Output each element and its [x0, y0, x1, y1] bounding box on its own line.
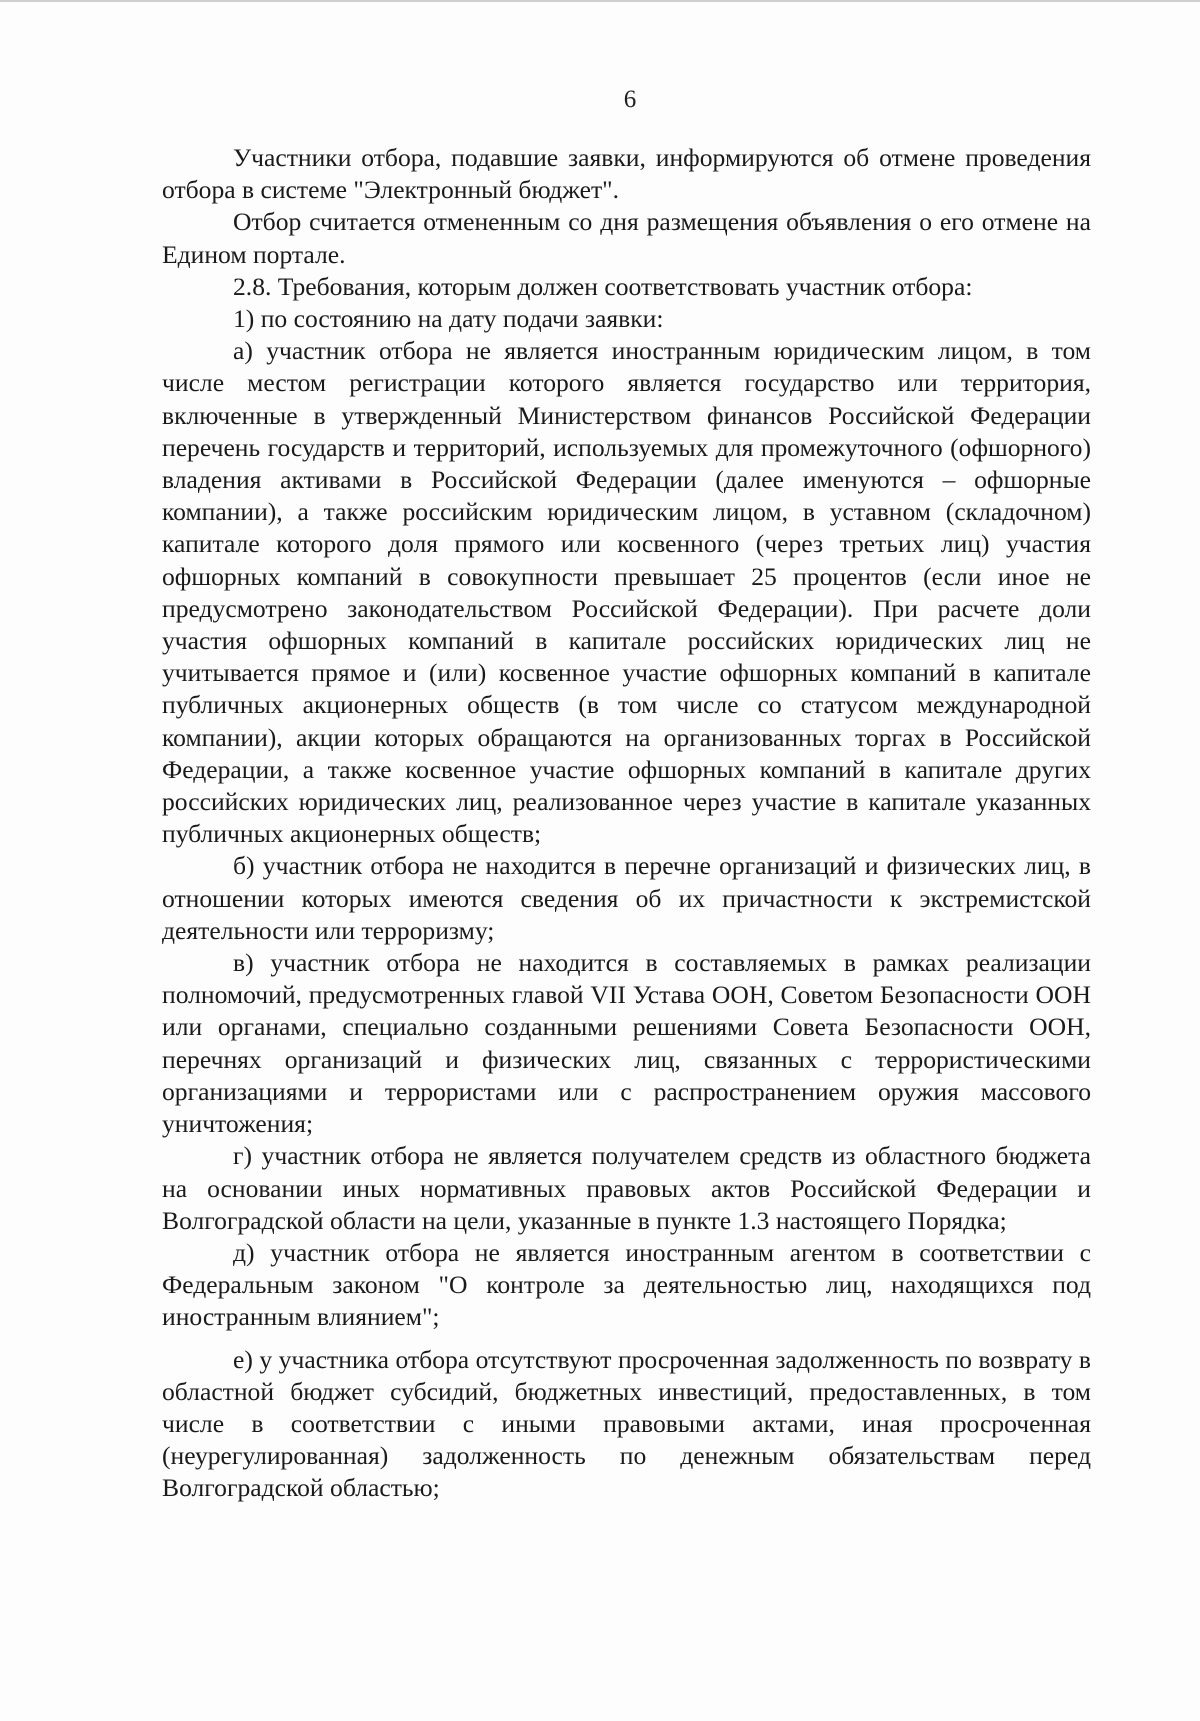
- paragraph-cancellation: Отбор считается отмененным со дня размещения объявления о его отмене на Едином портале.: [162, 207, 1091, 269]
- page-number: 6: [623, 86, 637, 113]
- document-body: [162, 142, 1091, 1505]
- paragraph-item-e: е) у участника отбора отсутствуют просроченная задолженность по возврату в областной бюджет субсидий, бюджетных инвестиций, предоставленных, в том числе в соответствии с иными правовыми актами, иная просроченная (неурегулированная) задолженность по денежным обязательствам перед Волгоградской областью;: [162, 1344, 1091, 1503]
- paragraph-item-b: б) участник отбора не находится в перечне организаций и физических лиц, в отношении которых имеются сведения об их причастности к экстремистской деятельности или терроризму;: [162, 851, 1091, 945]
- paragraph-item-g: г) участник отбора не является получателем средств из областного бюджета на основании иных нормативных правовых актов Российской Федерации и Волгоградской области на цели, указанные в пункте 1.3 настоящего Порядка;: [162, 1141, 1091, 1235]
- top-edge-line: [0, 0, 1200, 2]
- section-heading-2-8: 2.8. Требования, которым должен соответствовать участник отбора:: [233, 271, 973, 301]
- paragraph-item-a: а) участник отбора не является иностранным юридическим лицом, в том числе местом регистрации которого является государство или территория, включенные в утвержденный Министерством финансов Российской Федерации перечень государств и территорий, используемых для промежуточного (офшорного) владения активами в Российской Федерации (далее именуются – офшорные компании), а также российским юридическим лицом, в уставном (складочном) капитале которого доля прямого или косвенного (через третьих лиц) участия офшорных компаний в совокупности превышает 25 процентов (если иное не предусмотрено законодательством Российской Федерации). При расчете доли участия офшорных компаний в капитале российских юридических лиц не учитывается прямое и (или) косвенное участие офшорных компаний в капитале публичных акционерных обществ (в том числе со статусом международной компании), акции которых обращаются на организованных торгах в Российской Федерации, а также косвенное участие офшорных компаний в капитале других российских юридических лиц, реализованное через участие в капитале указанных публичных акционерных обществ;: [162, 336, 1091, 849]
- paragraph-notification: Участники отбора, подавшие заявки, информируются об отмене проведения отбора в системе "Электронный бюджет".: [162, 143, 1091, 205]
- paragraph-item-d: д) участник отбора не является иностранным агентом в соответствии с Федеральным законом "О контроле за деятельностью лиц, находящихся под иностранным влиянием";: [162, 1237, 1091, 1332]
- paragraph-item-1: 1) по состоянию на дату подачи заявки:: [233, 304, 664, 334]
- paragraph-item-v: в) участник отбора не находится в составляемых в рамках реализации полномочий, предусмотренных главой VII Устава ООН, Советом Безопасности ООН или органами, специально созданными решениями Совета Безопасности ООН, перечнях организаций и физических лиц, связанных с террористическими организациями и террористами или с распространением оружия массового уничтожения;: [162, 948, 1091, 1139]
